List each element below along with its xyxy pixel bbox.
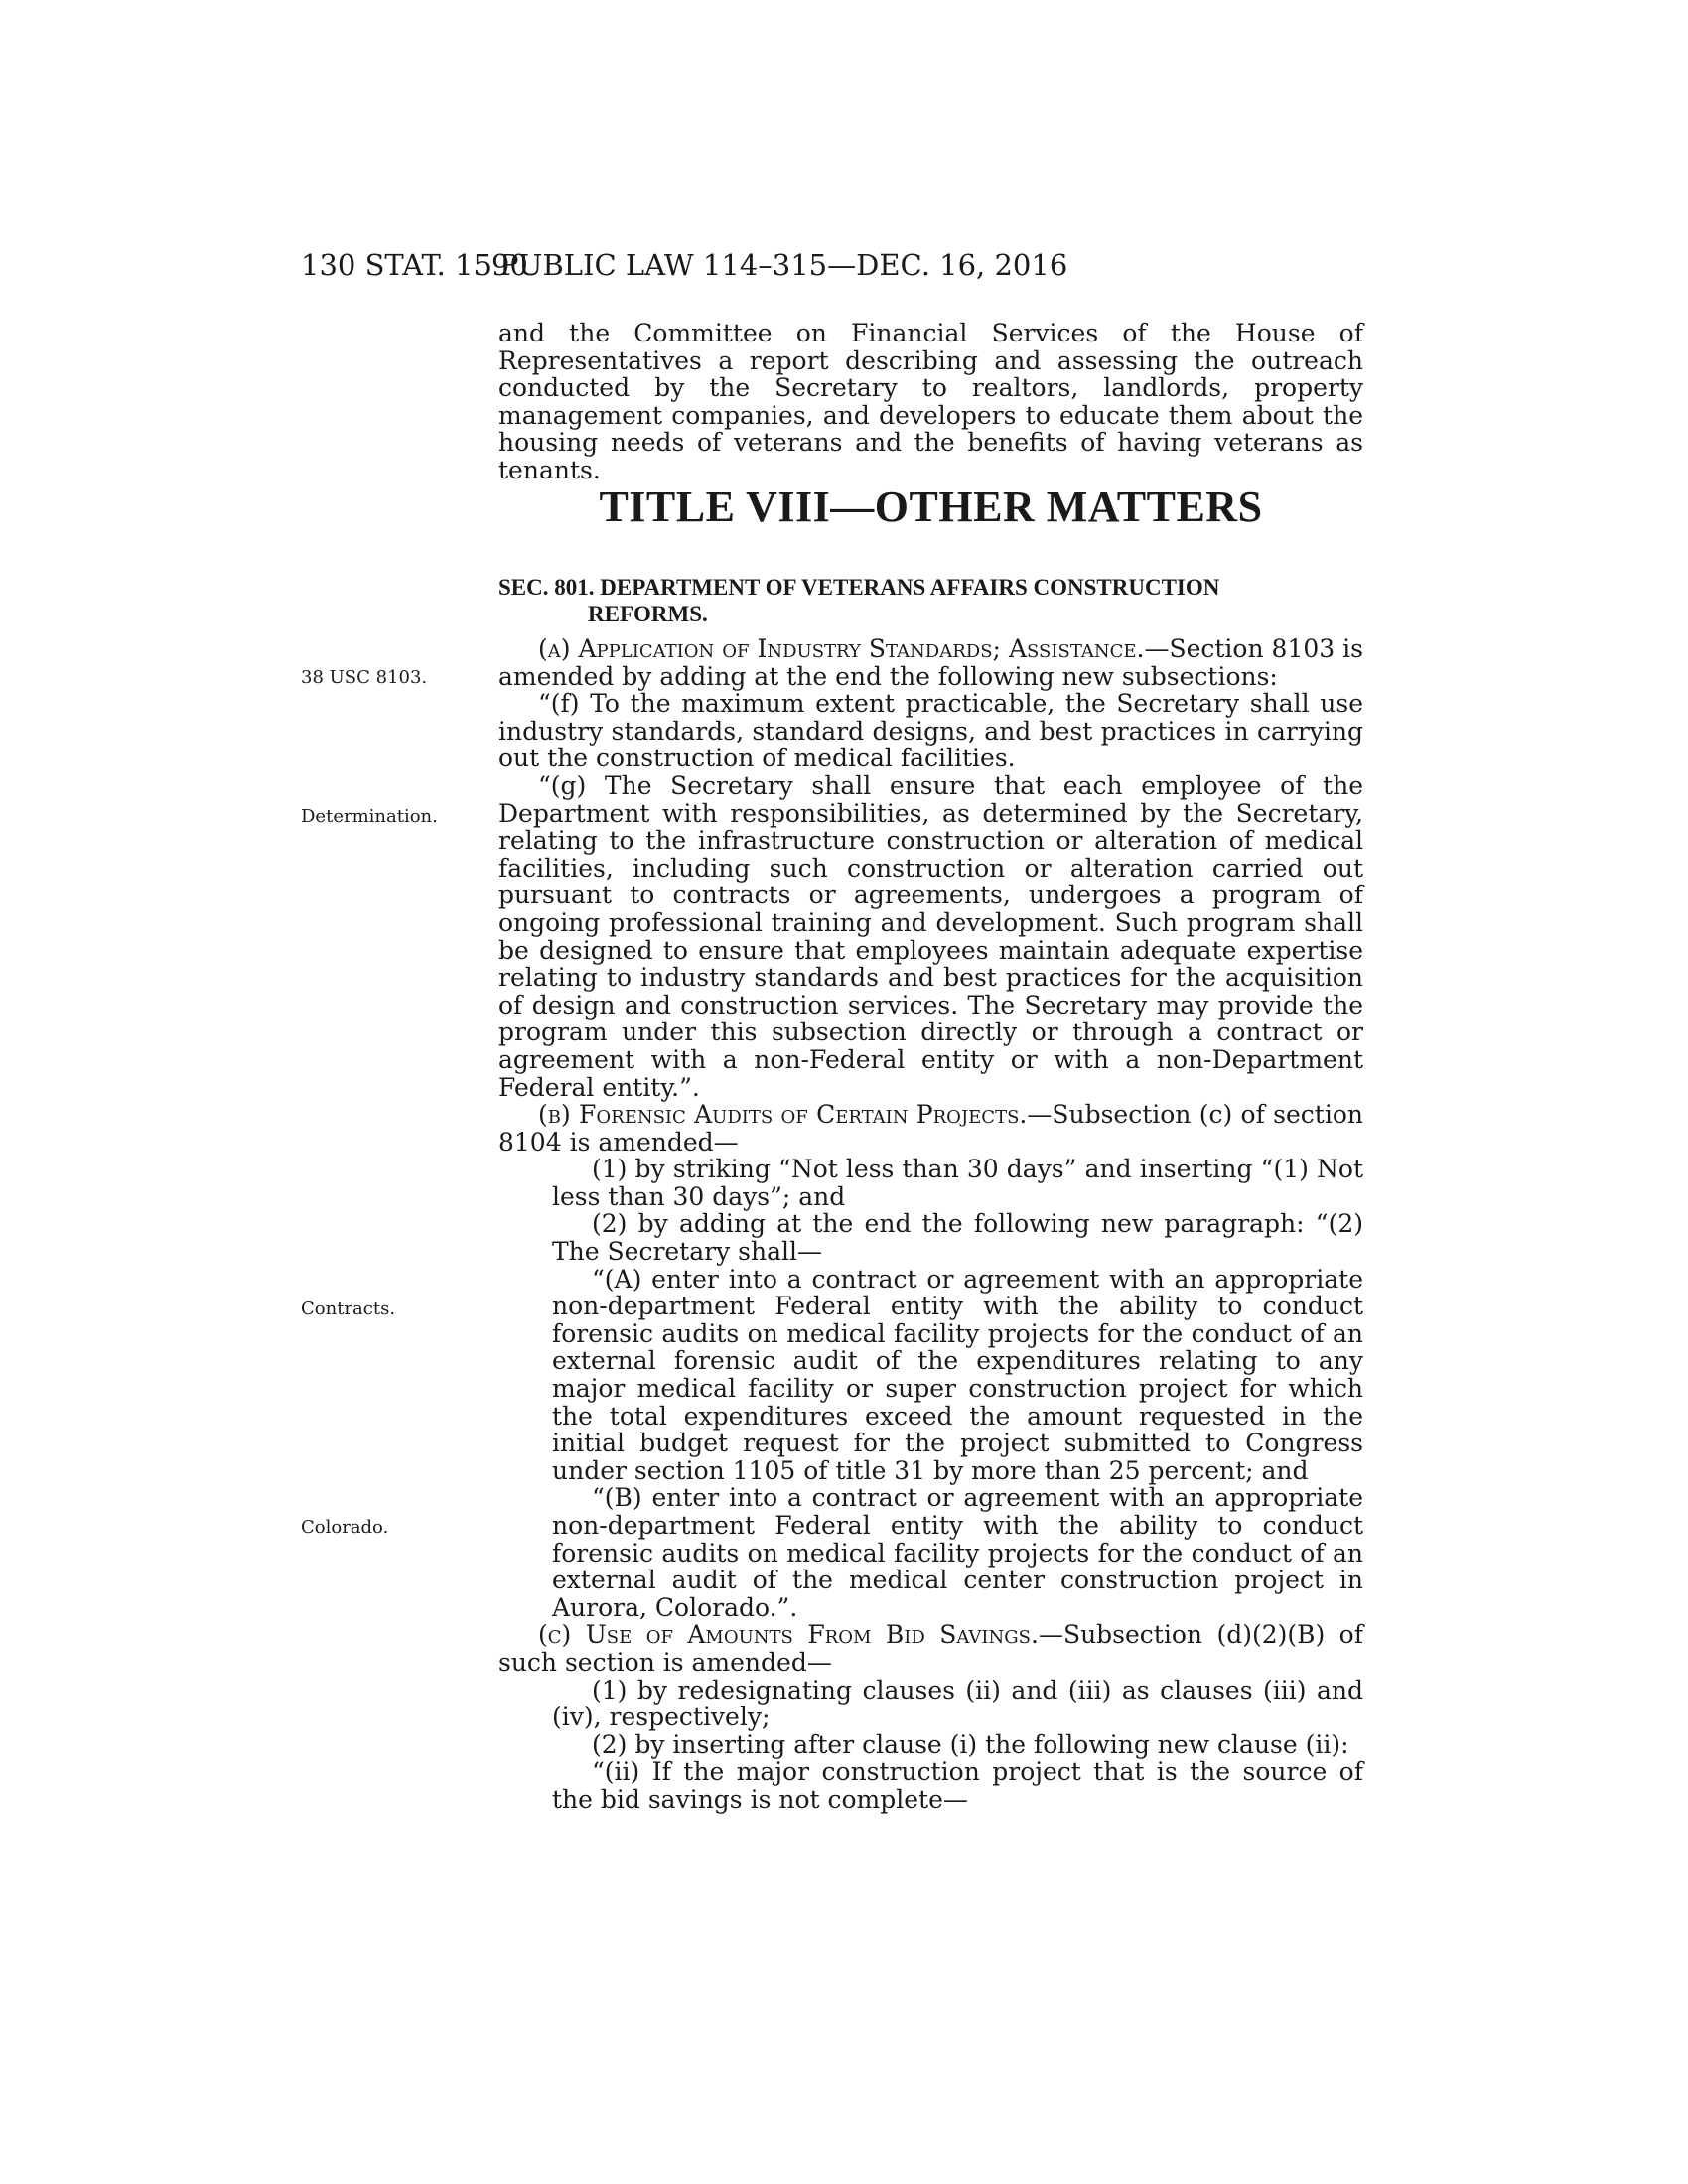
- subsection-a-text: —Section 8103 is amended by adding at the end the following new subsections:: [498, 634, 1364, 691]
- subsection-a: [498, 635, 1363, 690]
- title-heading: TITLE VIII—OTHER MATTERS: [599, 482, 1263, 531]
- clause-cii: “(ii) If the major construction project that is the source of the bid savings is not complete—: [552, 1757, 1363, 1814]
- subsection-f: “(f) To the maximum extent practicable, the Secretary shall use industry standards, standard designs, and best practices in carrying out the construction of medical facilities.: [498, 689, 1363, 773]
- intro-paragraph: [498, 320, 1363, 484]
- subparagraph-bA: “(A) enter into a contract or agreement with an appropriate non-department Federal entity with the ability to conduct forensic audits on medical facility projects for the conduct of an external forensic audit of the expenditures relating to any major medical facility or super construction project for which the total expenditures exceed the amount requested in the initial budget request for the project submitted to Congress under section 1105 of title 31 by more than 25 percent; and: [552, 1264, 1363, 1485]
- margin-note-contracts: Contracts.: [301, 1298, 396, 1319]
- section-heading-line2: REFORMS.: [588, 602, 708, 626]
- paragraph-b2: (2) by adding at the end the following new paragraph: “(2) The Secretary shall—: [552, 1209, 1363, 1267]
- subsection-b-heading: (b) Forensic Audits of Certain Projects.: [538, 1100, 1028, 1130]
- section-body: [498, 635, 1363, 1814]
- section-number: SEC. 801.: [498, 575, 595, 600]
- subsection-a-heading: (a) Application of Industry Standards; Assistance.: [538, 634, 1145, 663]
- section-heading-line1: DEPARTMENT OF VETERANS AFFAIRS CONSTRUCTION: [600, 575, 1220, 600]
- page-header-ref: 130 STAT. 1590: [301, 248, 528, 282]
- paragraph-c2: (2) by inserting after clause (i) the following new clause (ii):: [592, 1729, 1349, 1759]
- subsection-b: [498, 1101, 1363, 1156]
- intro-text: and the Committee on Financial Services of the House of Representatives a report describing and assessing the outreach conducted by the Secretary to realtors, landlords, property management companies, and developers to educate them about the housing needs of veterans and the benefits of having veterans as tenants.: [498, 319, 1363, 484]
- subsection-b-text: —Subsection (c) of section 8104 is amended—: [498, 1100, 1363, 1157]
- subsection-g: “(g) The Secretary shall ensure that each employee of the Department with responsibilities, as determined by the Secretary, relating to the infrastructure construction or alteration of medical facilities, including such construction or alteration carried out pursuant to contracts or agreements, undergoes a program of ongoing professional training and development. Such program shall be designed to ensure that employees maintain adequate expertise relating to industry standards and best practices for the acquisition of design and construction services. The Secretary may provide the program under this subsection directly or through a contract or agreement with a non-Federal entity or with a non-Department Federal entity.”.: [498, 770, 1363, 1102]
- paragraph-b1: (1) by striking “Not less than 30 days” and inserting “(1) Not less than 30 days”; and: [552, 1155, 1363, 1211]
- subparagraph-bB: “(B) enter into a contract or agreement with an appropriate non-department Federal entity with the ability to conduct forensic audits on medical facility projects for the conduct of an external audit of the medical center construction project in Aurora, Colorado.”.: [552, 1483, 1363, 1622]
- section-heading: [498, 574, 1363, 627]
- subsection-c-heading: (c) Use of Amounts From Bid Savings.: [538, 1620, 1039, 1650]
- subsection-c: [498, 1621, 1363, 1676]
- margin-note-usc: 38 USC 8103.: [301, 667, 428, 688]
- subsection-c-text: —Subsection (d)(2)(B) of such section is amended—: [498, 1620, 1363, 1677]
- margin-note-determination: Determination.: [301, 806, 438, 827]
- page-header-law: PUBLIC LAW 114–315—DEC. 16, 2016: [499, 248, 1068, 282]
- margin-note-colorado: Colorado.: [301, 1517, 389, 1538]
- paragraph-c1: (1) by redesignating clauses (ii) and (iii) as clauses (iii) and (iv), respectively;: [552, 1675, 1363, 1732]
